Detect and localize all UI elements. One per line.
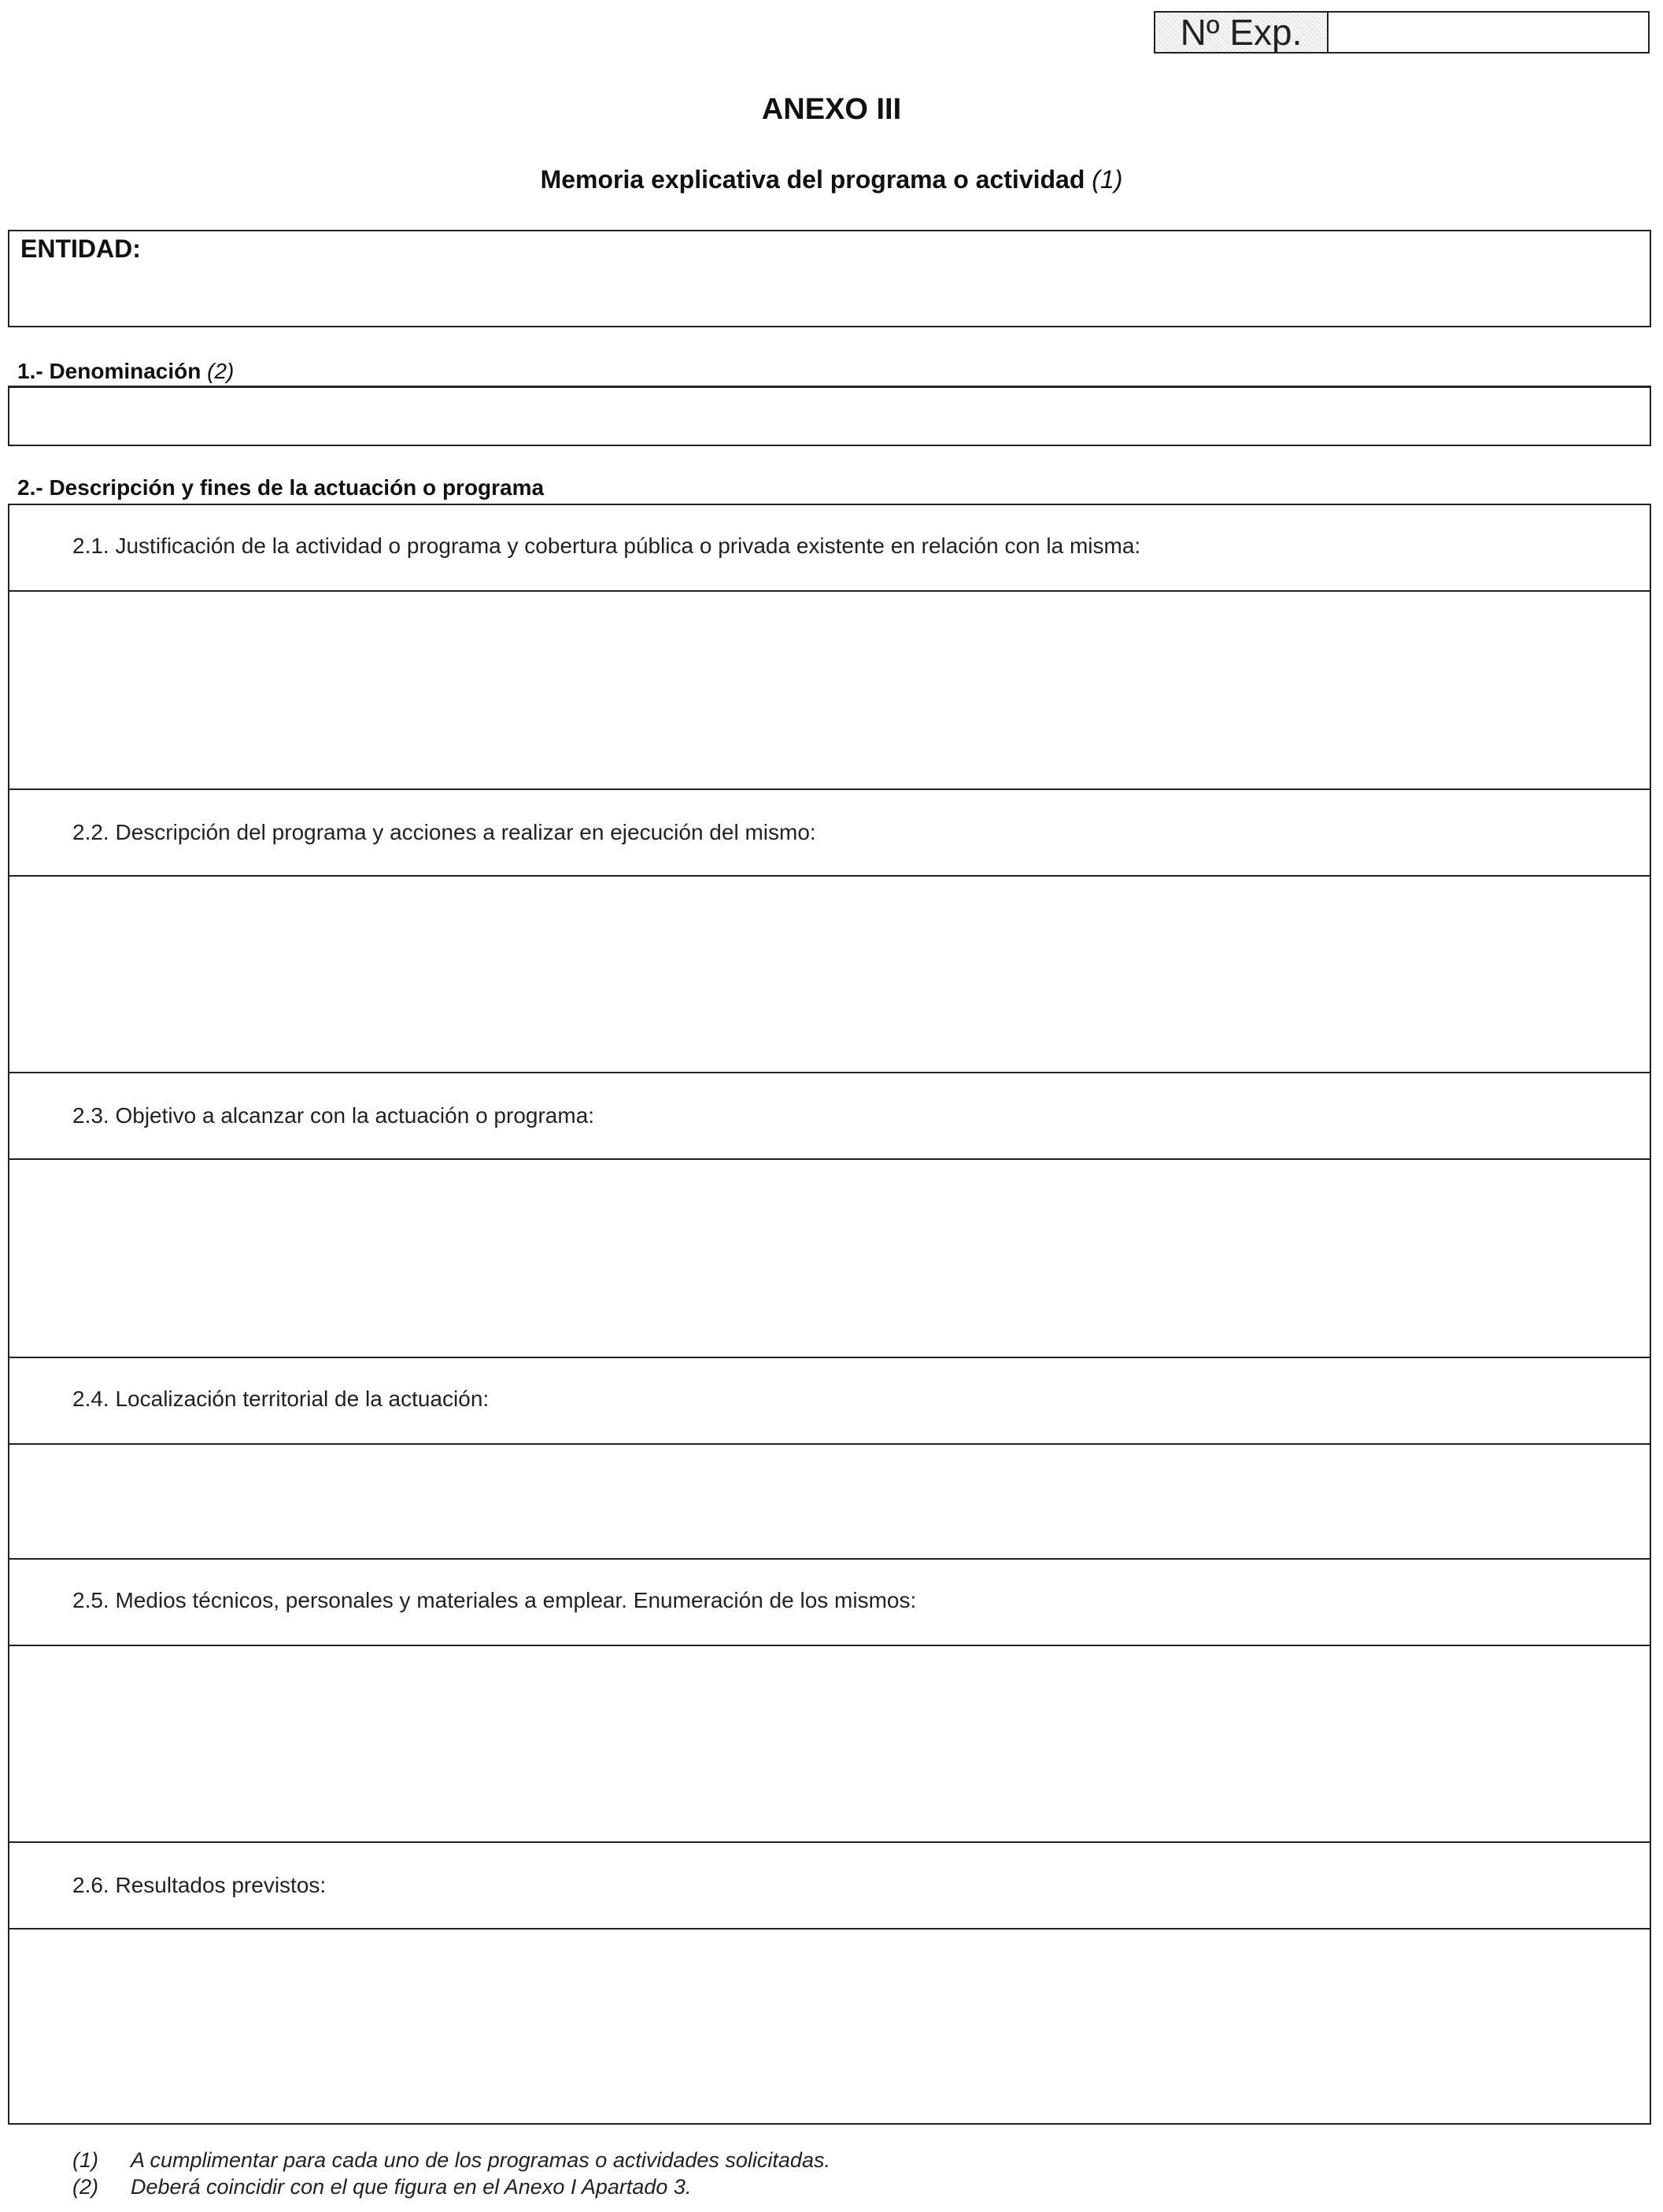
footnote-1-text: A cumplimentar para cada uno de los programas o actividades solicitadas. [131, 2148, 830, 2172]
footnote-2-text: Deberá coincidir con el que figura en el Anexo I Apartado 3. [131, 2175, 692, 2199]
page-title: ANEXO III [761, 93, 902, 126]
subsection-2-2-label: 2.2. Descripción del programa y acciones a realizar en ejecución del mismo: [72, 820, 816, 844]
footnote-2-number: (2) [72, 2175, 98, 2199]
expediente-box [1154, 11, 1650, 54]
subsection-2-3-label: 2.3. Objetivo a alcanzar con la actuación o programa: [72, 1103, 595, 1128]
section-2-heading: 2.- Descripción y fines de la actuación o programa [17, 475, 545, 500]
subsection-2-6-label: 2.6. Resultados previstos: [72, 1873, 327, 1897]
subsection-2-3-header [9, 1073, 1650, 1160]
subsection-2-4-field[interactable] [9, 1445, 1650, 1560]
denominacion-field[interactable] [8, 386, 1651, 446]
footnote-1 [72, 2148, 830, 2173]
subsection-2-2-field[interactable] [9, 877, 1650, 1073]
subsection-2-2-header [9, 790, 1650, 877]
section-1-heading [17, 359, 234, 384]
entidad-label: ENTIDAD: [20, 234, 141, 263]
subsection-2-4-header [9, 1358, 1650, 1445]
subsection-2-1-field[interactable] [9, 592, 1650, 790]
subtitle-footnote-ref: (1) [1092, 165, 1123, 194]
subsection-2-5-label: 2.5. Medios técnicos, personales y materiales a emplear. Enumeración de los mismos: [72, 1588, 917, 1612]
section-2-table [8, 504, 1651, 2125]
page-subtitle [0, 165, 1663, 194]
section-1-title: 1.- Denominación [17, 359, 201, 383]
subsection-2-5-header [9, 1560, 1650, 1646]
subsection-2-6-header [9, 1843, 1650, 1929]
expediente-label: Nº Exp. [1155, 13, 1329, 52]
subsection-2-6-field[interactable] [9, 1929, 1650, 2123]
footnote-1-number: (1) [72, 2148, 98, 2172]
expediente-number-field[interactable] [1329, 13, 1648, 52]
section-1-footnote-ref: (2) [207, 359, 235, 383]
subsection-2-1-label: 2.1. Justificación de la actividad o programa y cobertura pública o privada existente en relación con la misma: [72, 534, 1141, 558]
subsection-2-4-label: 2.4. Localización territorial de la actuación: [72, 1387, 490, 1411]
subsection-2-1-header [9, 505, 1650, 592]
subtitle-text: Memoria explicativa del programa o actividad [540, 165, 1085, 194]
footnote-2 [72, 2175, 691, 2199]
entidad-field[interactable] [8, 230, 1651, 327]
subsection-2-5-field[interactable] [9, 1646, 1650, 1843]
subsection-2-3-field[interactable] [9, 1160, 1650, 1358]
